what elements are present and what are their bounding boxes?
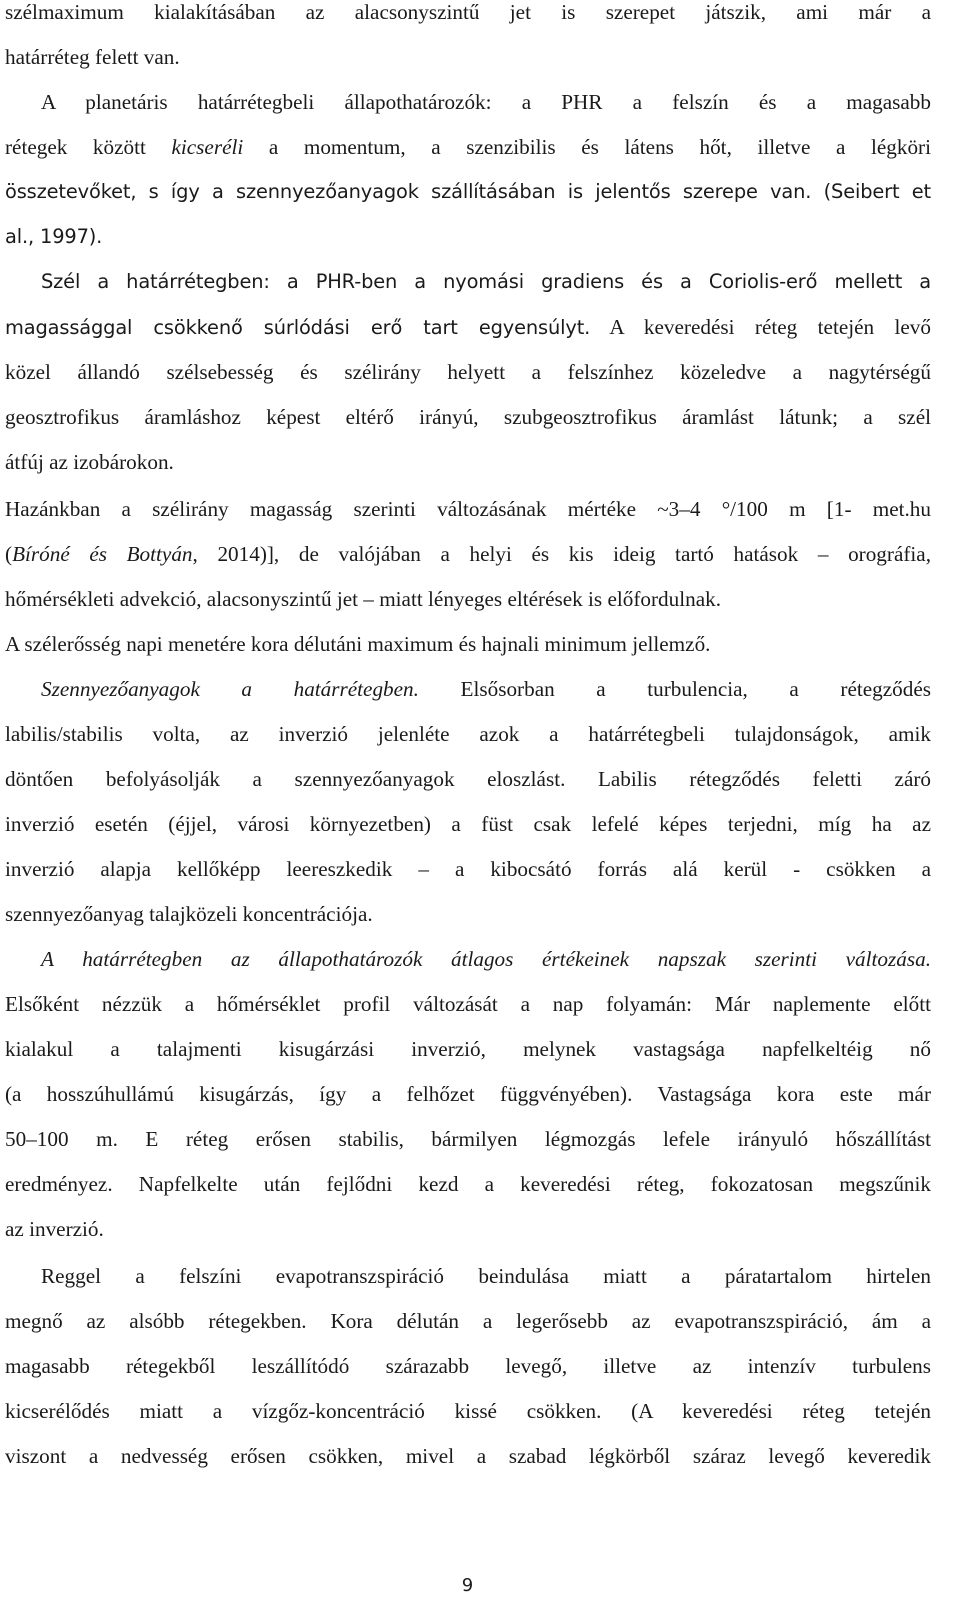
text-line: geosztrofikus áramláshoz képest eltérő irányú, szubgeosztrofikus áramlást látunk; a szél xyxy=(5,405,931,429)
text-line: labilis/stabilis volta, az inverzió jelenléte azok a határrétegbeli tulajdonságok, amik xyxy=(5,722,931,746)
text-line: (a hosszúhullámú kisugárzás, így a felhőzet függvényében). Vastagsága kora este már xyxy=(5,1082,931,1106)
text-line: Elsőként nézzük a hőmérséklet profil változását a nap folyamán: Már naplemente előtt xyxy=(5,992,931,1016)
text-line: 50–100 m. E réteg erősen stabilis, bármilyen légmozgás lefele irányuló hőszállítást xyxy=(5,1127,931,1151)
text-line: megnő az alsóbb rétegekben. Kora délután a legerősebb az evapotranszspiráció, ám a xyxy=(5,1309,931,1333)
text-line: al., 1997). xyxy=(5,225,103,248)
text-line: átfúj az izobárokon. xyxy=(5,450,174,474)
text-line: közel állandó szélsebesség és szélirány helyett a felszínhez közeledve a nagytérségű xyxy=(5,360,931,384)
text-line: Hazánkban a szélirány magasság szerinti változásának mértéke ~3–4 °/100 m [1- met.hu xyxy=(5,497,931,521)
text-line: A planetáris határrétegbeli állapothatározók: a PHR a felszín és a magasabb xyxy=(41,90,931,114)
text-line: viszont a nedvesség erősen csökken, mivel a szabad légkörből száraz levegő keveredik xyxy=(5,1444,931,1468)
page-number: 9 xyxy=(461,1575,474,1596)
text-line: az inverzió. xyxy=(5,1217,104,1241)
text-line: döntően befolyásolják a szennyezőanyagok eloszlást. Labilis rétegződés feletti záró xyxy=(5,767,931,791)
citation-authors: Bíróné és Bottyán xyxy=(12,542,193,566)
text-line: magasabb rétegekből leszállítódó szárazabb levegő, illetve az intenzív turbulens xyxy=(5,1354,931,1378)
text-line: szennyezőanyag talajközeli koncentrációja. xyxy=(5,902,373,926)
text-line: inverzió alapja kellőképp leereszkedik – a kibocsátó forrás alá kerül - csökken a xyxy=(5,857,931,881)
text-line: eredményez. Napfelkelte után fejlődni kezd a keveredési réteg, fokozatosan megszűnik xyxy=(5,1172,931,1196)
section-heading: A határrétegben az állapothatározók átlagos értékeinek napszak szerinti változása. xyxy=(41,947,931,971)
text-line: inverzió esetén (éjjel, városi környezetben) a füst csak lefelé képes terjedni, míg ha az xyxy=(5,812,931,836)
text-line: A szélerősség napi menetére kora délutáni maximum és hajnali minimum jellemző. xyxy=(5,632,711,656)
text-line: Reggel a felszíni evapotranszspiráció beindulása miatt a páratartalom hirtelen xyxy=(41,1264,931,1288)
text-line: hőmérsékleti advekció, alacsonyszintű jet – miatt lényeges eltérések is előfordulnak. xyxy=(5,587,722,611)
text-line: magassággal csökkenő súrlódási erő tart egyensúlyt. A keveredési réteg tetején levő xyxy=(5,315,931,339)
text-line: rétegek között kicseréli a momentum, a szenzibilis és látens hőt, illetve a légköri xyxy=(5,135,931,159)
section-heading: Szennyezőanyagok a határrétegben. xyxy=(41,677,419,701)
text-line: kicserélődés miatt a vízgőz-koncentráció kissé csökken. (A keveredési réteg tetején xyxy=(5,1399,931,1423)
text-line: kialakul a talajmenti kisugárzási inverzió, melynek vastagsága napfelkeltéig nő xyxy=(5,1037,931,1061)
italic-term: kicseréli xyxy=(171,135,244,159)
text-line: határréteg felett van. xyxy=(5,45,180,69)
text-line: Szennyezőanyagok a határrétegben. Elsősorban a turbulencia, a rétegződés xyxy=(41,677,931,701)
text-line: (Bíróné és Bottyán, 2014)], de valójában a helyi és kis ideig tartó hatások – orográfia, xyxy=(5,542,932,566)
text-line: szélmaximum kialakításában az alacsonyszintű jet is szerepet játszik, ami már a xyxy=(5,0,931,24)
text-line: Szél a határrétegben: a PHR-ben a nyomási gradiens és a Coriolis-erő mellett a xyxy=(41,270,931,293)
text-line: összetevőket, s így a szennyezőanyagok szállításában is jelentős szerepe van. (Seibert et xyxy=(5,180,931,203)
